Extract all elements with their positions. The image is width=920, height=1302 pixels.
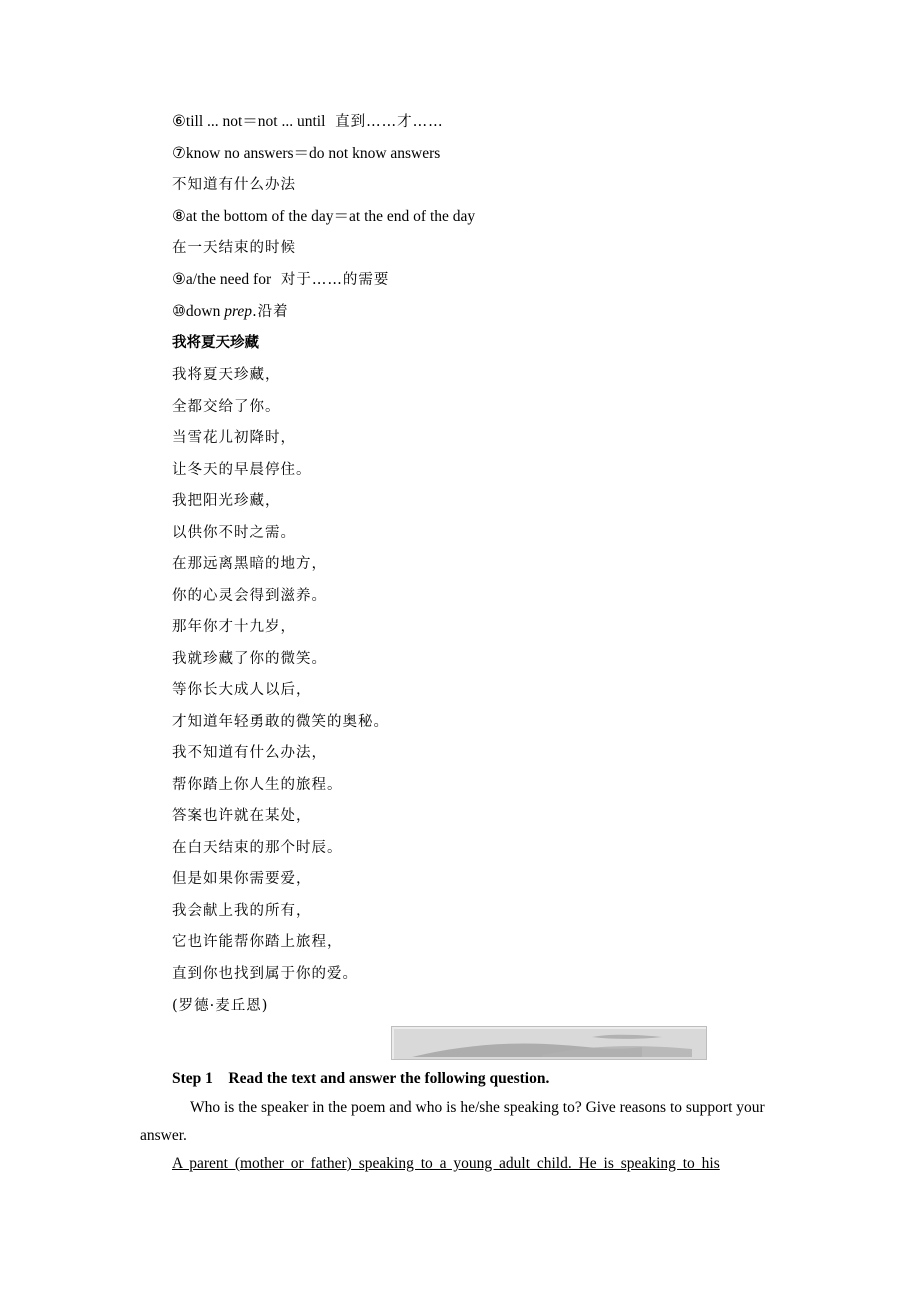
decorative-banner-image <box>391 1026 707 1060</box>
poem-line: 它也许能帮你踏上旅程， <box>172 934 343 950</box>
poem-line: 我把阳光珍藏， <box>172 493 281 509</box>
poem-line: 在那远离黑暗的地方， <box>172 556 327 572</box>
vocab-item-10 <box>172 302 289 322</box>
poem-line: 以供你不时之需。 <box>172 524 296 541</box>
poem-line: 直到你也找到属于你的爱。 <box>172 965 358 982</box>
step-title: Step 1 Read the text and answer the following question. <box>172 1070 550 1087</box>
step-answer: A parent (mother or father) speaking to a young adult child. He is speaking to his <box>172 1155 720 1172</box>
poem-line: 但是如果你需要爱， <box>172 871 312 887</box>
vocab-item-6-cn: 直到……才…… <box>335 114 444 130</box>
poem-line: 我将夏天珍藏， <box>172 367 281 383</box>
poem-line: 我会献上我的所有， <box>172 902 312 919</box>
step-question: Who is the speaker in the poem and who is he/she speaking to? Give reasons to support your answer. <box>140 1099 765 1144</box>
poem-line: 当雪花儿初降时， <box>172 430 296 446</box>
vocab-item-9-en: ⑨a/the need for <box>172 271 272 288</box>
poem-line: 全都交给了你。 <box>172 398 281 415</box>
poem-line: 那年你才十九岁， <box>172 619 296 635</box>
poem-line: 答案也许就在某处， <box>172 808 312 824</box>
vocab-item-8 <box>172 207 475 227</box>
vocab-item-7-cn: 不知道有什么办法 <box>172 177 296 193</box>
vocab-item-7-meaning <box>172 175 296 195</box>
poem-line: 在白天结束的那个时辰。 <box>172 839 343 856</box>
poem-line: 让冬天的早晨停住。 <box>172 461 312 478</box>
poem-author: (罗德·麦丘恩) <box>172 998 269 1014</box>
vocab-item-8-cn: 在一天结束的时候 <box>172 240 296 256</box>
vocab-item-10-en: ⑩down <box>172 303 225 320</box>
vocab-item-9-cn: 对于……的需要 <box>280 272 390 288</box>
poem-line: 等你长大成人以后， <box>172 682 312 698</box>
poem-line: 帮你踏上你人生的旅程。 <box>172 776 343 793</box>
vocab-item-8-meaning <box>172 238 296 258</box>
vocab-item-10-cn: .沿着 <box>252 304 289 320</box>
vocab-item-6-en: ⑥till ... not＝not ... until <box>172 113 326 130</box>
vocab-item-10-pos: prep <box>224 303 253 320</box>
poem-line: 才知道年轻勇敢的微笑的奥秘。 <box>172 713 389 730</box>
poem-title: 我将夏天珍藏 <box>172 335 259 351</box>
wave-banner-icon <box>392 1027 707 1060</box>
poem-line: 我不知道有什么办法， <box>172 745 327 761</box>
vocab-item-6 <box>172 112 444 132</box>
poem-line: 我就珍藏了你的微笑。 <box>172 650 327 667</box>
vocab-item-8-en: ⑧at the bottom of the day＝at the end of the day <box>172 208 476 225</box>
vocab-item-9 <box>172 270 389 290</box>
poem-line: 你的心灵会得到滋养。 <box>172 587 327 604</box>
vocab-item-7-en: ⑦know no answers＝do not know answers <box>172 145 441 162</box>
vocab-item-7 <box>172 144 440 164</box>
